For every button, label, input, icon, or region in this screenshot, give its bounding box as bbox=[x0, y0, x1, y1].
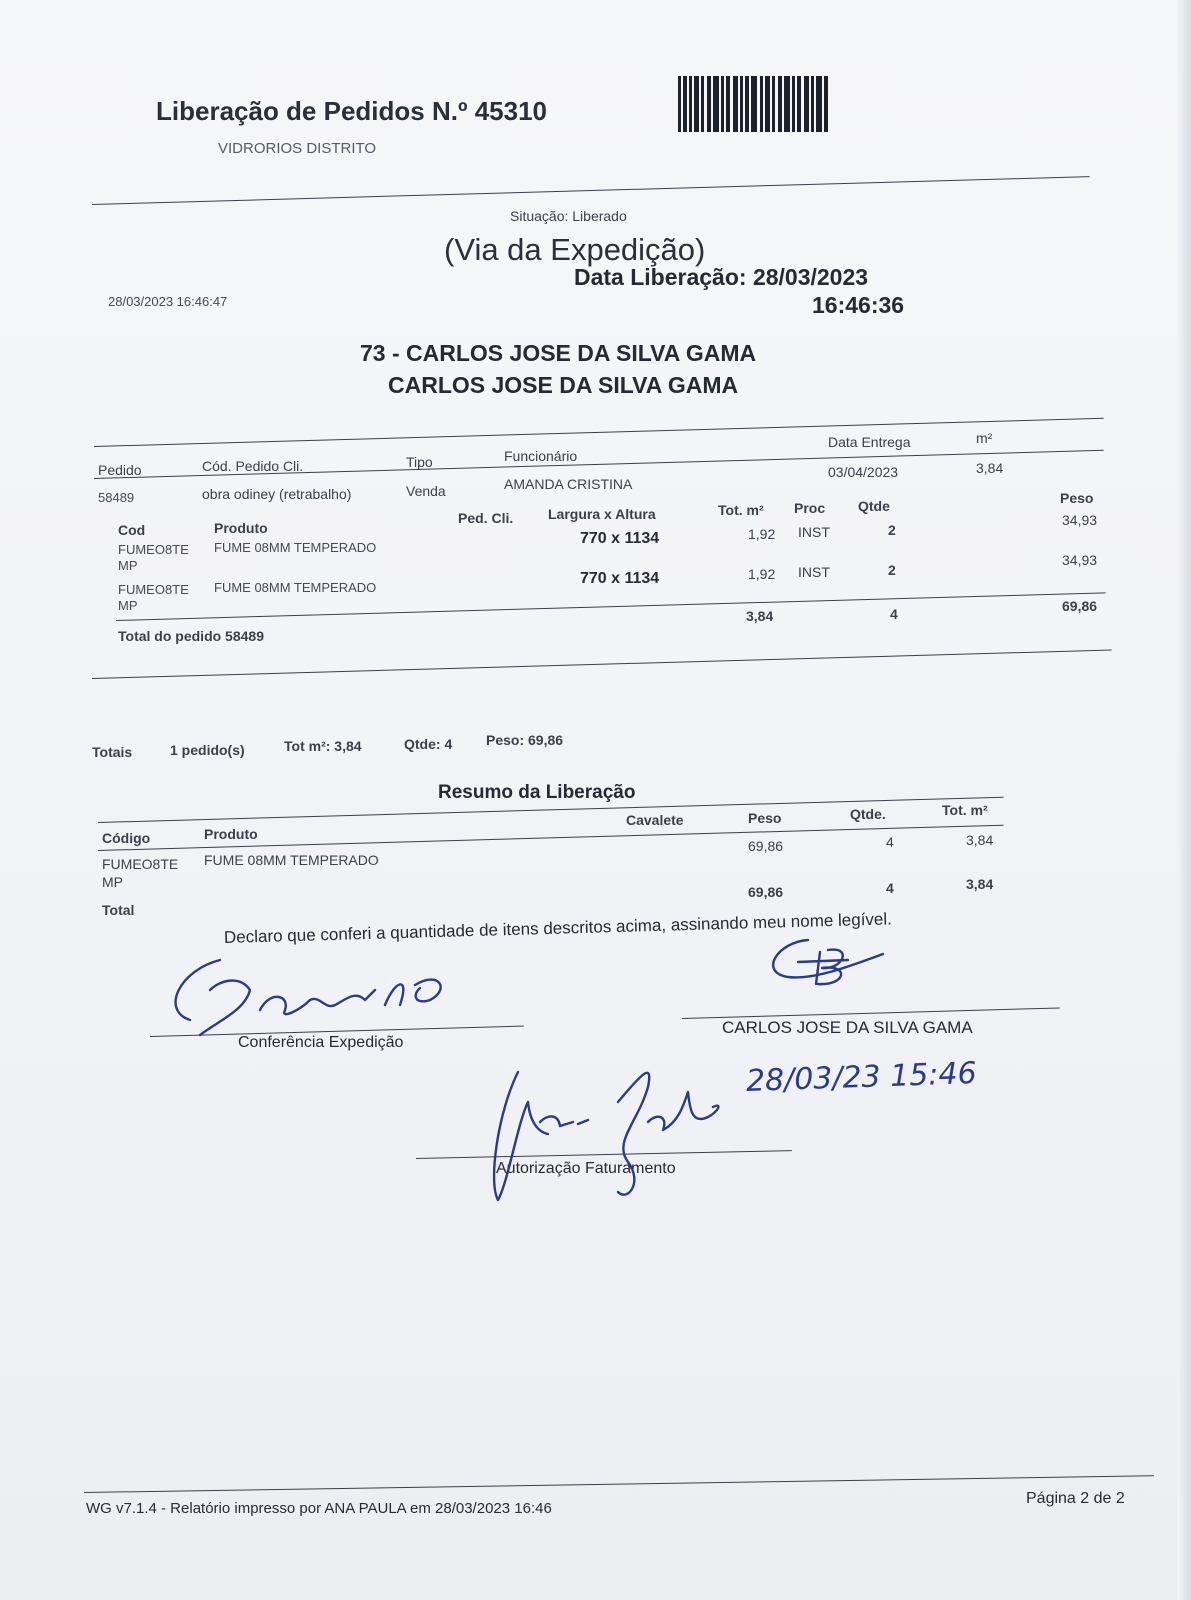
declaration-text: Declaro que conferi a quantidade de itens descritos acima, assinando meu nome legível. bbox=[223, 909, 893, 947]
col-tipo: Tipo bbox=[406, 454, 433, 470]
conferencia-label: Conferência Expedição bbox=[238, 1034, 404, 1051]
items-col-ped-cli: Ped. Cli. bbox=[458, 510, 514, 526]
totals-peso: Peso: 69,86 bbox=[486, 732, 564, 748]
item-1-dimensions: 770 x 1134 bbox=[580, 530, 660, 547]
summary-col-peso: Peso bbox=[748, 810, 782, 826]
items-col-qtde: Qtde bbox=[858, 498, 890, 514]
item-1-tot-m2: 1,92 bbox=[748, 526, 776, 542]
order-total-qtde: 4 bbox=[890, 606, 898, 622]
item-1-proc: INST bbox=[798, 524, 830, 540]
summary-total-qtde: 4 bbox=[886, 880, 894, 896]
summary-col-cavalete: Cavalete bbox=[626, 812, 684, 828]
col-funcionario: Funcionário bbox=[504, 448, 578, 464]
paper-edge-shadow bbox=[1177, 0, 1191, 1600]
item-1-cod-suffix: MP bbox=[118, 558, 138, 573]
col-cod-pedido-cli: Cód. Pedido Cli. bbox=[202, 458, 304, 474]
footer-printed-by: WG v7.1.4 - Relatório impresso por ANA PAULA em 28/03/2023 16:46 bbox=[86, 1500, 552, 1517]
status-label: Situação: Liberado bbox=[510, 208, 627, 224]
client-name-2: CARLOS JOSE DA SILVA GAMA bbox=[388, 372, 739, 398]
items-col-proc: Proc bbox=[794, 500, 826, 516]
client-signature-name: CARLOS JOSE DA SILVA GAMA bbox=[722, 1018, 973, 1037]
client-signature bbox=[758, 932, 898, 1002]
item-1-qtde: 2 bbox=[888, 522, 896, 538]
autorizacao-label: Autorização Faturamento bbox=[496, 1160, 676, 1177]
summary-row-qtde: 4 bbox=[886, 834, 894, 850]
print-datetime: 28/03/2023 16:46:47 bbox=[108, 294, 228, 309]
summary-total-peso: 69,86 bbox=[748, 884, 784, 900]
summary-title: Resumo da Liberação bbox=[438, 782, 636, 803]
col-pedido: Pedido bbox=[98, 462, 142, 478]
item-2-dimensions: 770 x 1134 bbox=[580, 570, 660, 587]
page-number: Página 2 de 2 bbox=[1026, 1490, 1125, 1507]
summary-col-produto: Produto bbox=[204, 826, 258, 842]
totals-label: Totais bbox=[92, 744, 133, 760]
totals-qtde: Qtde: 4 bbox=[404, 736, 453, 752]
order-total-label: Total do pedido 58489 bbox=[118, 628, 264, 644]
order-top-divider bbox=[94, 418, 1104, 447]
item-1-cod: FUMEO8TE bbox=[118, 542, 189, 557]
conferencia-signature bbox=[150, 950, 480, 1050]
summary-total-tot-m2: 3,84 bbox=[966, 876, 994, 892]
document-title: Liberação de Pedidos N.º 45310 bbox=[156, 96, 547, 126]
col-m2: m² bbox=[976, 430, 993, 446]
items-col-dimensions: Largura x Altura bbox=[548, 506, 656, 522]
footer-divider bbox=[84, 1475, 1154, 1493]
autorizacao-signature bbox=[478, 1062, 738, 1212]
summary-row-codigo-suffix: MP bbox=[102, 874, 123, 890]
item-2-tot-m2: 1,92 bbox=[748, 566, 776, 582]
summary-col-tot-m2: Tot. m² bbox=[942, 802, 988, 818]
item-2-cod-suffix: MP bbox=[118, 598, 138, 613]
item-1-produto: FUME 08MM TEMPERADO bbox=[214, 540, 377, 555]
via-label: (Via da Expedição) bbox=[444, 232, 706, 267]
tipo-value: Venda bbox=[406, 483, 446, 499]
release-time: 16:46:36 bbox=[812, 292, 905, 318]
summary-row-codigo: FUMEO8TE bbox=[102, 856, 179, 872]
pedido-number: 58489 bbox=[98, 490, 135, 505]
item-2-cod: FUMEO8TE bbox=[118, 582, 189, 597]
company-name: VIDRORIOS DISTRITO bbox=[218, 140, 377, 157]
item-2-peso: 34,93 bbox=[1062, 552, 1098, 568]
release-date: Data Liberação: 28/03/2023 bbox=[574, 264, 869, 290]
items-col-cod: Cod bbox=[118, 522, 146, 538]
summary-row-peso: 69,86 bbox=[748, 838, 784, 854]
item-2-proc: INST bbox=[798, 564, 830, 580]
item-2-produto: FUME 08MM TEMPERADO bbox=[214, 580, 377, 595]
summary-row-tot-m2: 3,84 bbox=[966, 832, 994, 848]
barcode bbox=[678, 76, 854, 132]
items-col-produto: Produto bbox=[214, 520, 268, 536]
header-divider bbox=[92, 176, 1090, 205]
client-name-1: 73 - CARLOS JOSE DA SILVA GAMA bbox=[360, 340, 757, 366]
item-1-peso: 34,93 bbox=[1062, 512, 1098, 528]
items-col-peso: Peso bbox=[1060, 490, 1094, 506]
data-entrega-value: 03/04/2023 bbox=[828, 464, 899, 480]
totals-m2: Tot m²: 3,84 bbox=[284, 738, 362, 754]
order-total-peso: 69,86 bbox=[1062, 598, 1098, 614]
order-total-m2: 3,84 bbox=[746, 608, 774, 624]
col-data-entrega: Data Entrega bbox=[828, 434, 911, 450]
handwritten-date: 28/03/23 15:46 bbox=[745, 1055, 978, 1099]
items-col-tot-m2: Tot. m² bbox=[718, 502, 764, 518]
cod-pedido-cli-value: obra odiney (retrabalho) bbox=[202, 486, 352, 502]
items-total-divider bbox=[116, 592, 1106, 621]
summary-col-qtde: Qtde. bbox=[850, 806, 886, 822]
summary-col-codigo: Código bbox=[102, 830, 151, 846]
summary-total-label: Total bbox=[102, 902, 135, 918]
summary-row-produto: FUME 08MM TEMPERADO bbox=[204, 852, 379, 868]
order-bottom-divider bbox=[92, 650, 1112, 679]
funcionario-value: AMANDA CRISTINA bbox=[504, 476, 633, 492]
m2-value: 3,84 bbox=[976, 460, 1004, 476]
totals-pedidos: 1 pedido(s) bbox=[170, 742, 245, 758]
item-2-qtde: 2 bbox=[888, 562, 896, 578]
